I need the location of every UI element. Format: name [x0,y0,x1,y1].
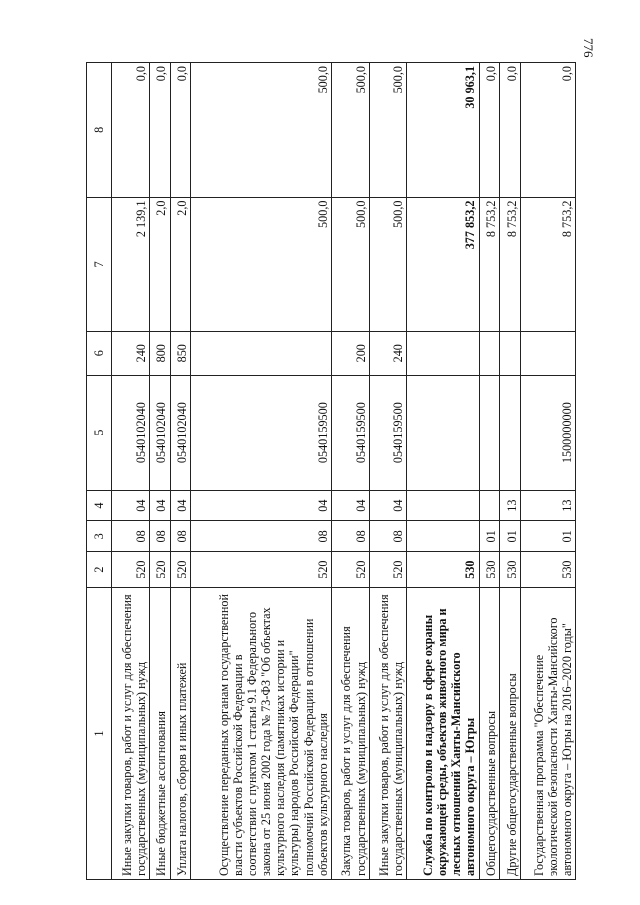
row-code-cell: 520 [331,552,369,588]
row-code-cell: 520 [191,552,331,588]
row-code-cell: 520 [149,552,170,588]
row-amount-2017-cell: 500,0 [191,197,331,331]
row-code-cell: 530 [407,552,479,588]
row-amount-federal-cell: 0,0 [149,63,170,198]
row-target-article-cell: 0540159500 [331,375,369,490]
row-target-article-cell: 0540102040 [112,375,150,490]
table-row [521,63,576,880]
row-section-cell: 08 [191,521,331,552]
row-target-article-cell [407,375,479,490]
table-row [500,63,521,880]
row-target-article-cell: 0540102040 [149,375,170,490]
table-row [170,63,191,880]
row-code-cell: 520 [112,552,150,588]
row-subsection-cell: 13 [521,490,576,521]
row-subsection-cell: 04 [112,490,150,521]
row-name-cell: Иные закупки товаров, работ и услуг для обеспечения государственных (муниципальных) нужд [112,588,150,880]
row-name-cell: Уплата налогов, сборов и иных платежей [170,588,191,880]
row-target-article-cell: 1500000000 [521,375,576,490]
row-expense-type-cell: 800 [149,331,170,375]
row-amount-federal-cell: 500,0 [331,63,369,198]
row-amount-federal-cell: 0,0 [112,63,150,198]
table-row [479,63,500,880]
row-subsection-cell [407,490,479,521]
table-row [407,63,479,880]
row-name-cell: Осуществление переданных органам государственной власти субъектов Российской Федерации в соответствии с пунктом 1 статьи 9.1 Федерального закона от 25 июня 2002 года № 73-ФЗ "Об объектах культурного наследия (памятниках истории и культуры) народов Российской Федерации" полномочий Российской Федерации в отношении объектов культурного наследия [191,588,331,880]
table-row [369,63,407,880]
row-subsection-cell: 04 [191,490,331,521]
row-amount-federal-cell: 0,0 [170,63,191,198]
row-target-article-cell [479,375,500,490]
row-amount-2017-cell: 2,0 [149,197,170,331]
row-amount-2017-cell: 2,0 [170,197,191,331]
col-header: 4 [87,490,112,521]
page-number: 776 [581,38,596,58]
row-amount-2017-cell: 8 753,2 [500,197,521,331]
row-subsection-cell: 04 [149,490,170,521]
col-header: 2 [87,552,112,588]
table-row [331,63,369,880]
col-header: 8 [87,63,112,198]
row-target-article-cell [500,375,521,490]
budget-table-rotated [86,62,576,880]
row-code-cell: 520 [170,552,191,588]
row-amount-federal-cell: 0,0 [500,63,521,198]
row-section-cell [407,521,479,552]
row-name-cell: Служба по контролю и надзору в сфере охраны окружающей среды, объектов животного мира и лесных отношений Ханты-Мансийского автономного округа – Югры [407,588,479,880]
row-target-article-cell: 0540159500 [369,375,407,490]
row-code-cell: 530 [521,552,576,588]
row-target-article-cell: 0540102040 [170,375,191,490]
row-expense-type-cell [191,331,331,375]
row-code-cell: 530 [479,552,500,588]
col-header: 7 [87,197,112,331]
row-name-cell: Закупка товаров, работ и услуг для обеспечения государственных (муниципальных) нужд [331,588,369,880]
row-amount-federal-cell: 30 963,1 [407,63,479,198]
row-expense-type-cell: 200 [331,331,369,375]
row-section-cell: 08 [369,521,407,552]
row-amount-federal-cell: 0,0 [479,63,500,198]
row-section-cell: 08 [331,521,369,552]
row-amount-federal-cell: 0,0 [521,63,576,198]
row-expense-type-cell [500,331,521,375]
row-subsection-cell [479,490,500,521]
row-expense-type-cell [521,331,576,375]
row-amount-2017-cell: 500,0 [331,197,369,331]
row-name-cell: Другие общегосударственные вопросы [500,588,521,880]
row-section-cell: 01 [479,521,500,552]
row-expense-type-cell [479,331,500,375]
row-subsection-cell: 04 [369,490,407,521]
row-amount-2017-cell: 2 139,1 [112,197,150,331]
col-header: 6 [87,331,112,375]
row-subsection-cell: 04 [170,490,191,521]
row-name-cell: Иные бюджетные ассигнования [149,588,170,880]
row-name-cell: Государственная программа "Обеспечение экологической безопасности Ханты-Мансийского автономного округа – Югры на 2016–2020 годы" [521,588,576,880]
row-subsection-cell: 13 [500,490,521,521]
header-row [87,63,112,880]
row-amount-2017-cell: 8 753,2 [479,197,500,331]
row-expense-type-cell: 850 [170,331,191,375]
row-code-cell: 520 [369,552,407,588]
table-row [191,63,331,880]
row-code-cell: 530 [500,552,521,588]
col-header: 1 [87,588,112,880]
row-section-cell: 08 [112,521,150,552]
row-amount-2017-cell: 8 753,2 [521,197,576,331]
row-expense-type-cell [407,331,479,375]
row-name-cell: Общегосударственные вопросы [479,588,500,880]
row-amount-federal-cell: 500,0 [369,63,407,198]
row-section-cell: 08 [170,521,191,552]
row-subsection-cell: 04 [331,490,369,521]
table-row [112,63,150,880]
row-amount-2017-cell: 377 853,2 [407,197,479,331]
row-amount-2017-cell: 500,0 [369,197,407,331]
row-expense-type-cell: 240 [369,331,407,375]
budget-table [86,62,576,880]
row-name-cell: Иные закупки товаров, работ и услуг для обеспечения государственных (муниципальных) нужд [369,588,407,880]
row-section-cell: 01 [500,521,521,552]
row-target-article-cell: 0540159500 [191,375,331,490]
row-section-cell: 08 [149,521,170,552]
row-amount-federal-cell: 500,0 [191,63,331,198]
row-expense-type-cell: 240 [112,331,150,375]
col-header: 3 [87,521,112,552]
row-section-cell: 01 [521,521,576,552]
col-header: 5 [87,375,112,490]
table-row [149,63,170,880]
